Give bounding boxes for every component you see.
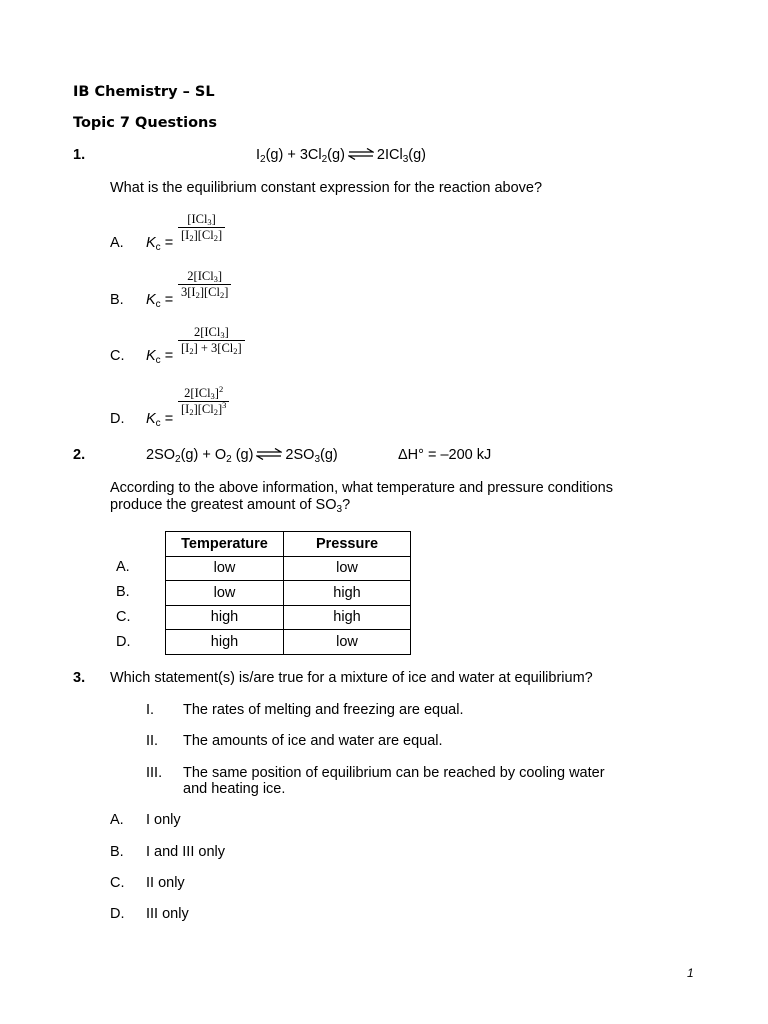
cell-pressure: high [284,605,411,630]
q1-option-c-fraction: 2[ICl$_3$] $[I_2] + 3[Cl_2]$ [178,325,245,356]
q2-question-line2: produce the greatest amount of $SO_3$? [110,497,351,515]
cell-pressure: low [284,556,411,581]
q2-row-b-letter: B. [116,584,130,600]
header-pressure: Pressure [284,532,411,557]
cell-pressure: low [284,630,411,655]
table-header-row [166,532,411,557]
q3-statement-text: The same position of equilibrium can be reached by cooling water [183,765,605,781]
q3-statement-numeral: I. [146,702,155,718]
q1-option-b-kc: $K_c$ = [146,292,174,310]
equilibrium-arrow-icon [348,148,374,160]
q2-equation: $2SO_2(g) + O_2$ (g) $2SO_3(g)$ [146,447,338,465]
q3-number: 3. [73,670,86,686]
page-number: 1 [687,966,694,980]
course-title: IB Chemistry – SL [73,84,215,100]
q1-option-d-fraction: $2[ICl_3]^2$ $[I_2][Cl_2]^3$ [178,386,229,417]
q3-option-c-letter: C. [110,875,125,891]
q3-option-d-text: III only [146,906,189,922]
cell-temperature: low [166,581,284,606]
q1-option-a-fraction: [ICl$_3$] $[I_2][Cl_2]$ [178,212,225,243]
cell-temperature: high [166,605,284,630]
q1-option-c-kc: $K_c$ = [146,348,174,366]
table-row [166,581,411,606]
header-temperature: Temperature [166,532,284,557]
q3-statement-text: The rates of melting and freezing are equal. [183,702,464,718]
equilibrium-arrow-icon [256,448,282,460]
q3-question: Which statement(s) is/are true for a mixture of ice and water at equilibrium? [110,670,593,686]
q1-equation: $I_2(g) + 3Cl_2(g)$ 2ICl$_3$(g) [256,147,426,165]
cell-temperature: high [166,630,284,655]
q1-option-d-kc: $K_c$ = [146,411,174,429]
table-row [166,556,411,581]
cell-pressure: high [284,581,411,606]
q3-option-b-text: I and III only [146,844,225,860]
q2-enthalpy: ΔH° = –200 kJ [398,447,492,463]
q2-row-d-letter: D. [116,634,131,650]
q3-statement-numeral: II. [146,733,159,749]
q3-option-d-letter: D. [110,906,125,922]
q1-question: What is the equilibrium constant expression for the reaction above? [110,180,543,196]
q1-option-c-letter: C. [110,348,125,364]
q2-row-c-letter: C. [116,609,131,625]
q3-option-b-letter: B. [110,844,124,860]
q3-option-a-text: I only [146,812,181,828]
cell-temperature: low [166,556,284,581]
table-row [166,630,411,655]
table-row [166,605,411,630]
q1-option-b-letter: B. [110,292,124,308]
q2-question-line1: According to the above information, what temperature and pressure conditions [110,480,613,496]
q2-row-a-letter: A. [116,559,130,575]
q3-option-a-letter: A. [110,812,124,828]
q3-statement-text-cont: and heating ice. [183,781,286,797]
q3-option-c-text: II only [146,875,185,891]
q2-conditions-table [165,531,411,655]
q3-statement-text: The amounts of ice and water are equal. [183,733,443,749]
q2-number: 2. [73,447,86,463]
q1-number: 1. [73,147,86,163]
q1-option-d-letter: D. [110,411,125,427]
topic-title: Topic 7 Questions [73,115,217,131]
q1-option-a-kc: $K_c$ = [146,235,174,253]
q1-option-a-letter: A. [110,235,124,251]
q3-statement-numeral: III. [146,765,163,781]
q1-option-b-fraction: 2[ICl$_3$] $3[I_2][Cl_2]$ [178,269,231,300]
